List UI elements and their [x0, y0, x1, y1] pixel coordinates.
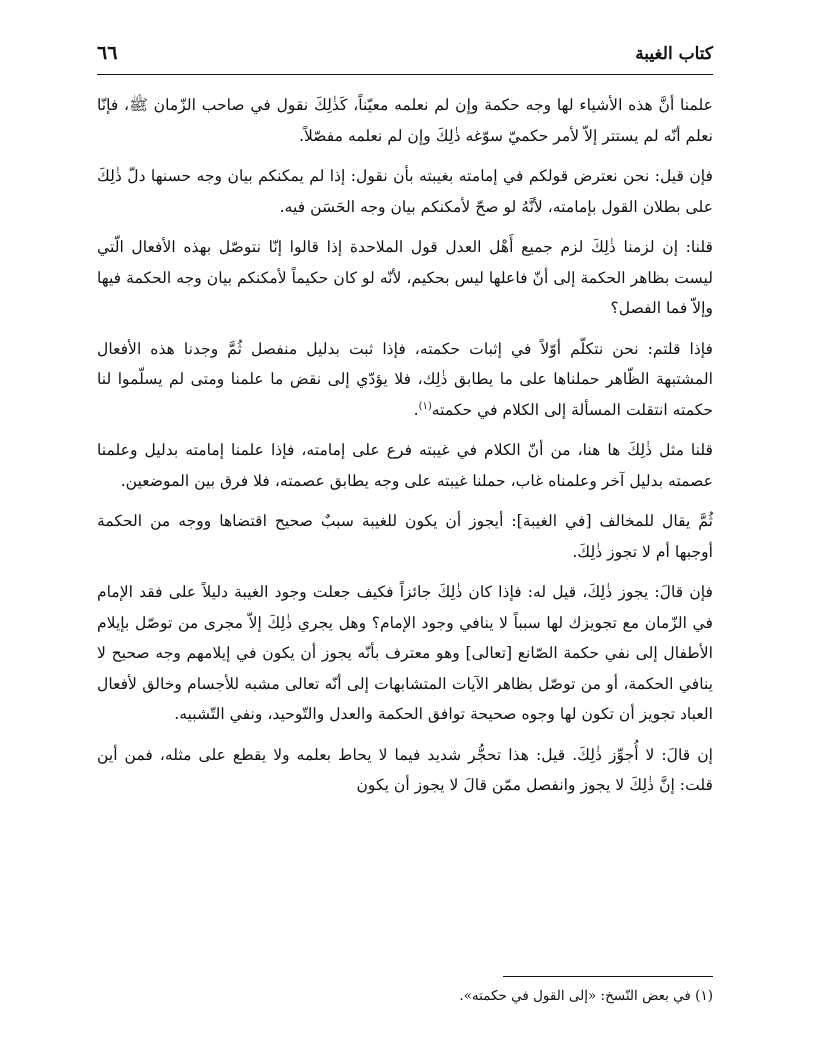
book-title: كتاب الغيبة: [635, 44, 713, 64]
paragraph: فإذا قلتم: نحن نتكلّم أوّلاً في إثبات حكمته، فإذا ثبت بدليل منفصل ثُمَّ وجدنا هذه الأفعال المشتبهة الظّاهر حملناها على ما يطابق ذٰلِك، فلا يؤدّي إلى نقض ما علمنا ومتى لم يسلّموا لنا حكمته انتقلت المسألة إلى الكلام في حكمته$^{(١)}$.: [97, 339, 713, 419]
footnote: (١) في بعض النّسخ: «إلى القول في حكمته».: [459, 988, 713, 1004]
page-header: [97, 40, 713, 75]
paragraph: فإن قالَ: يجوز ذٰلِكَ، قيل له: فإذا كان ذٰلِكَ جائزاً فكيف جعلت وجود الغيبة دليلاً على فقد الإمام في الزّمان مع تجويزك لها سبباً لا ينافي وجود الإمام؟ وهل يجري ذٰلِكَ إلاّ مجرى من توصّل بإيلام الأطفال إلى نفي حكمة الصّانع [تعالى] وهو معترف بأنّه يجوز أن يكون في إيلامهم وجه صحيح لا ينافي الحكمة، أو من توصّل بظاهر الآيات المتشابهات إلى أنّه تعالى مشبه للأجسام وخالق لأفعال العباد تجويز أن تكون لها وجوه صحيحة توافق الحكمة والعدل والتّوحيد، ونفي التّشبيه.: [97, 583, 713, 723]
paragraph: ثُمَّ يقال للمخالف [في الغيبة]: أيجوز أن يكون للغيبة سببٌ صحيح اقتضاها ووجه من الحكمة أوجبها أم لا تجوز ذٰلِكَ.: [97, 512, 713, 561]
paragraph: فإن قيل: نحن نعترض قولكم في إمامته بغيبته بأن نقول: إذا لم يمكنكم بيان وجه حسنها دلّ ذٰلِكَ على بطلان القول بإمامته، لأنَّهُ لو صحّ لأمكنكم بيان وجه الحَسَن فيه.: [97, 167, 713, 216]
paragraph: قلنا: إن لزمنا ذٰلِكَ لزم جميع أَهْل العدل قول الملاحدة إذا قالوا إنّا نتوصّل بهذه الأفعال الّتي ليست بظاهر الحكمة إلى أنّ فاعلها ليس بحكيم، لأنّه لو كان حكيماً لأمكنكم بيان وجه الحكمة فيها وإلاّ فما الفصل؟: [97, 238, 713, 317]
paragraph: قلنا مثل ذٰلِكَ ها هنا، من أنّ الكلام في غيبته فرع على إمامته، فإذا علمنا إمامته بدليل وعلمنا عصمته بدليل آخر وعلمناه غاب، حملنا غيبته على وجه يطابق عصمته، فلا فرق بين الموضعين.: [97, 441, 713, 490]
paragraph: إن قالَ: لا أُجوِّز ذٰلِكَ. قيل: هذا تحجُّر شديد فيما لا يحاط بعلمه ولا يقطع على مثله، فمن أين قلت: إنَّ ذٰلِكَ لا يجوز وانفصل ممّن قالَ لا يجوز أن يكون: [97, 745, 713, 794]
page-number: ٦٦: [97, 42, 118, 64]
paragraph-text: فإذا قلتم: نحن نتكلّم أوّلاً في إثبات حكمته، فإذا ثبت بدليل منفصل ثُمَّ وجدنا هذه الأفعال المشتبهة الظّاهر حملناها على ما يطابق ذٰلِك، فلا يؤدّي إلى نقض ما علمنا ومتى لم يسلّموا لنا حكمته انتقلت المسألة إلى الكلام في حكمته: [97, 339, 713, 419]
paragraph: علمنا أنَّ هذه الأشياء لها وجه حكمة وإن لم نعلمه معيّناً، كَذٰلِكَ نقول في صاحب الزّمان ﷺ، فإنّا نعلم أنّه لم يستتر إلاّ لأمر حكميّ سوّغه ذٰلِكَ وإن لم نعلمه مفصّلاً.: [97, 96, 713, 145]
footnote-divider: [503, 976, 713, 977]
page-body: [97, 90, 713, 811]
footnote-marker: (١): [418, 400, 432, 412]
